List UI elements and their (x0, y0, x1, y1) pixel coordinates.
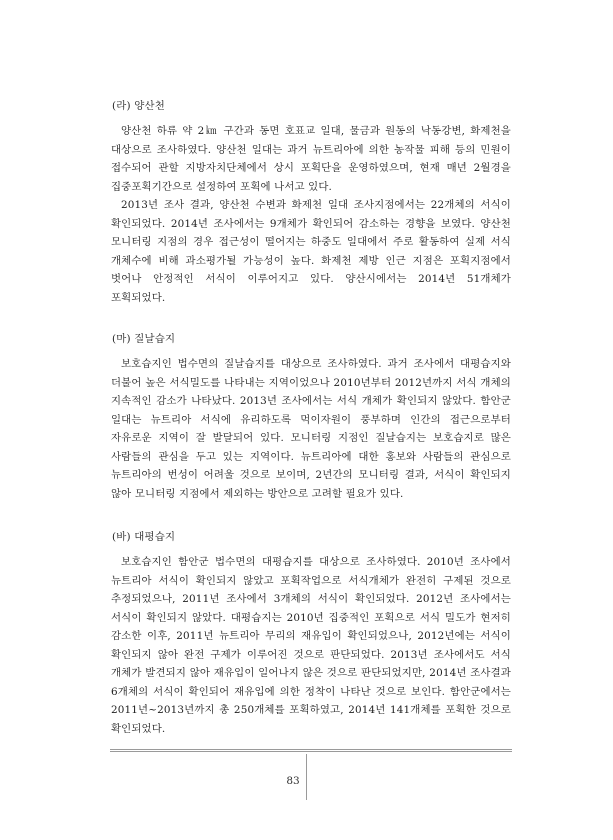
section-heading: (라) 양산천 (112, 100, 165, 112)
paragraph: 보호습지인 함안군 법수면의 대평습지를 대상으로 조사하였다. 2010년 조사에서 뉴트리아 서식이 확인되지 않았고 포획작업으로 서식개체가 완전히 구제된 것으로 추정되었으나, 2011년 조사에서 3개체의 서식이 확인되었다. 2012년 조사에서는 서식이 확인되지 않았다. 대평습지는 2010년 집중적인 포획으로 서식 밀도가 현저히 감소한 이후, 2011년 뉴트리아 무리의 재유입이 확인되었으나, 2012년에는 서식이 확인되지 않아 완전 구제가 이루어진 것으로 판단되었다. 2013년 조사에서도 서식 개체가 발견되지 않아 재유입이 일어나지 않은 것으로 판단되었지만, 2014년 조사결과 6개체의 서식이 확인되어 재유입에 의한 정착이 나타난 것으로 보인다. 함안군에서는 2011년~2013년까지 총 250개체를 포획하였고, 2014년 141개체를 포획한 것으로 확인되었다. (111, 556, 511, 735)
section-heading: (마) 질날습지 (112, 333, 176, 345)
footer-divider (110, 749, 512, 752)
footer-vertical-rule (306, 754, 307, 800)
section-heading: (바) 대평습지 (112, 531, 176, 543)
section-daepyeong-wetland (111, 529, 511, 738)
paragraph: 양산천 하류 약 2㎞ 구간과 동면 호표교 일대, 물금과 원동의 낙동강변, 화제천을 대상으로 조사하였다. 양산천 일대는 과거 뉴트리아에 의한 농작물 피해 등의 민원이 접수되어 관할 지방자치단체에서 상시 포획단을 운영하였으며, 현재 매년 2월경을 집중포획기간으로 설정하여 포획에 나서고 있다. (111, 125, 511, 193)
section-jilnal-wetland (111, 331, 511, 503)
paragraph: 2013년 조사 결과, 양산천 수변과 화제천 일대 조사지점에서는 22개체의 서식이 확인되었다. 2014년 조사에서는 9개체가 확인되어 감소하는 경향을 보였다. 양산천 모니터링 지점의 경우 접근성이 떨어지는 하중도 일대에서 주로 활동하여 실제 서식 개체수에 비해 과소평가될 가능성이 높다. 화제천 제방 인근 지점은 포획지점에서 벗어나 안정적인 서식이 이루어지고 있다. 양산시에서는 2014년 51개체가 포획되었다. (111, 199, 511, 304)
section-yangsancheon (111, 98, 511, 307)
page-number: 83 (286, 775, 300, 787)
paragraph: 보호습지인 법수면의 질날습지를 대상으로 조사하였다. 과거 조사에서 대평습지와 더불어 높은 서식밀도를 나타내는 지역이었으나 2010년부터 2012년까지 서식 개체의 지속적인 감소가 나타났다. 2013년 조사에서는 서식 개체가 확인되지 않았다. 함안군 일대는 뉴트리아 서식에 유리하도록 먹이자원이 풍부하며 인간의 접근으로부터 자유로운 지역이 잘 발달되어 있다. 모니터링 지점인 질날습지는 보호습지로 많은 사람들의 관심을 두고 있는 지역이다. 뉴트리아에 대한 홍보와 사람들의 관심으로 뉴트리아의 번성이 어려울 것으로 보이며, 2년간의 모니터링 결과, 서식이 확인되지 않아 모니터링 지점에서 제외하는 방안으로 고려할 필요가 있다. (111, 358, 511, 500)
page-body (111, 98, 511, 738)
